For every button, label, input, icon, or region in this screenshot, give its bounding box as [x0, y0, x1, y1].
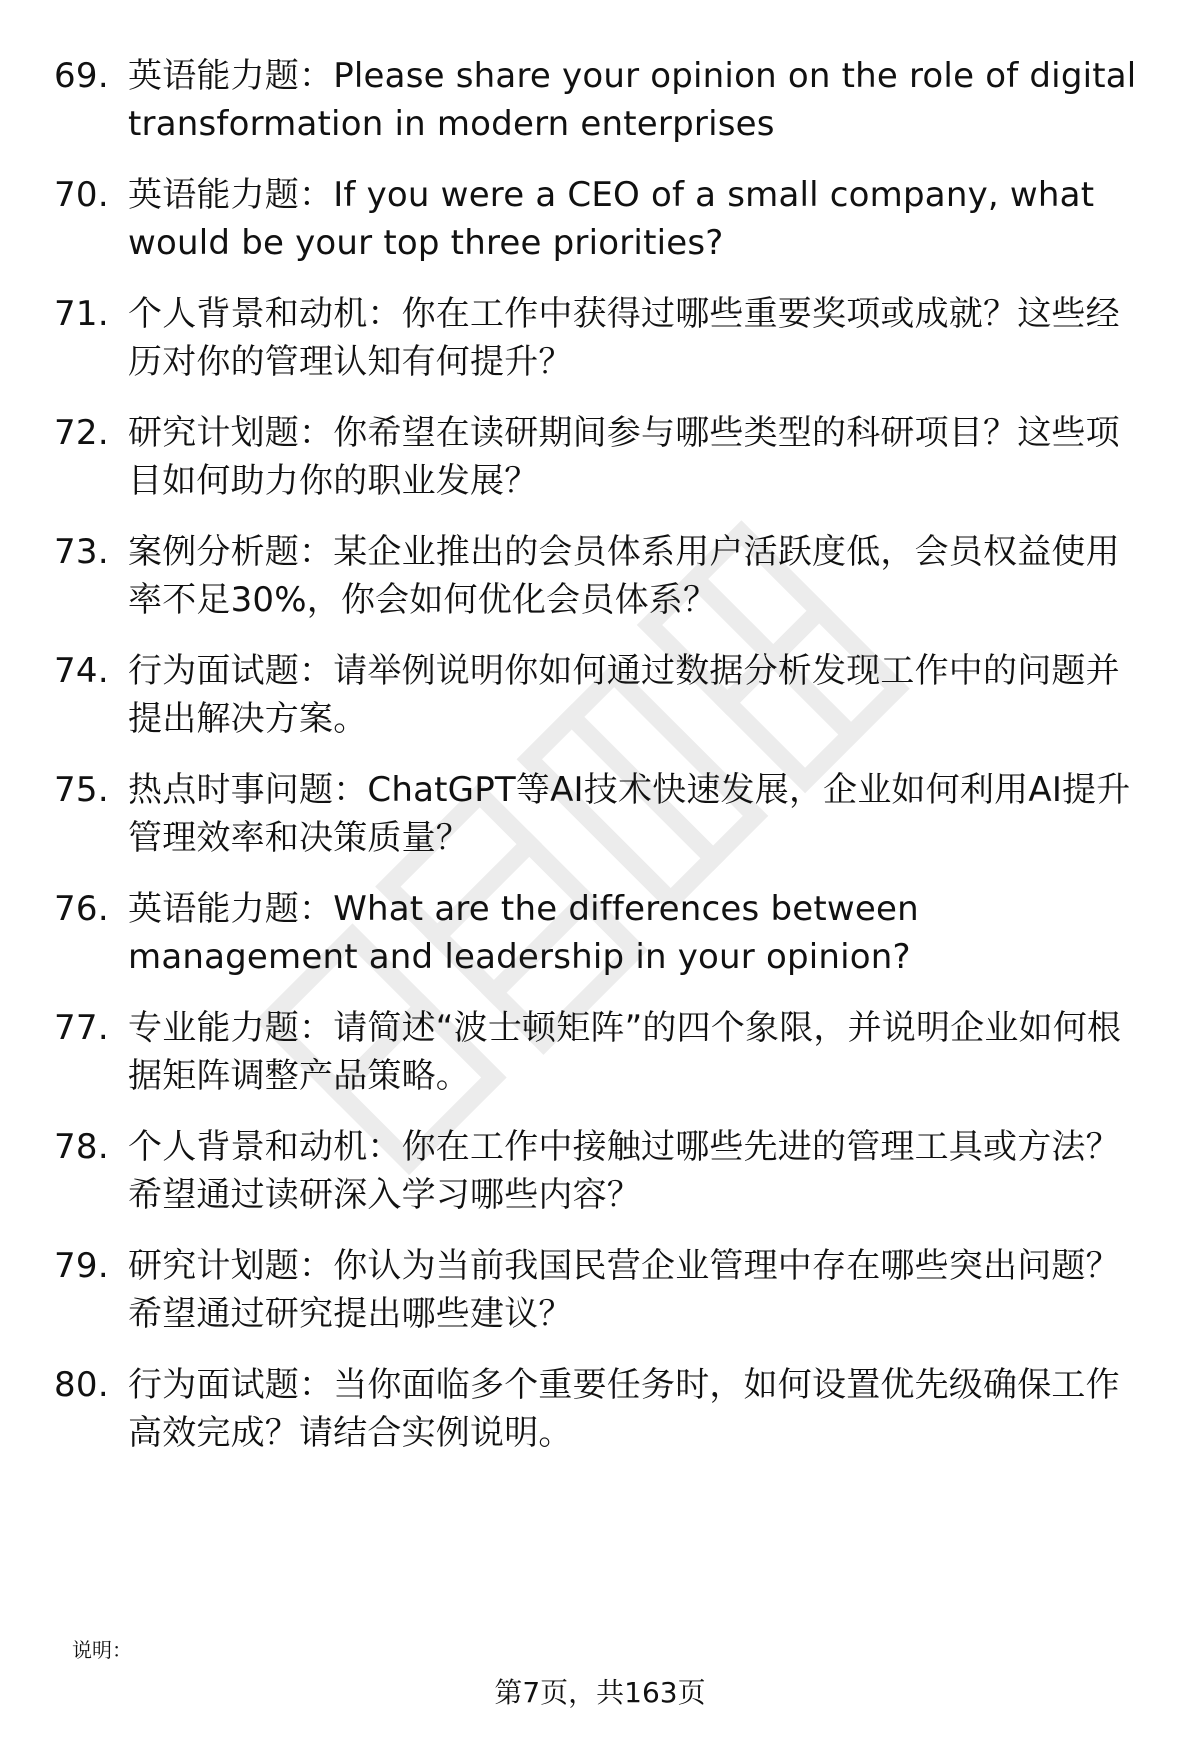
question-text: 英语能力题：If you were a CEO of a small company, what would be your top three priorities? [128, 175, 1095, 263]
question-text: 行为面试题：请举例说明你如何通过数据分析发现工作中的问题并提出解决方案。 [128, 651, 1120, 739]
question-number: 78. [54, 1127, 109, 1167]
question-text: 英语能力题：What are the differences between management and leadership in your opinion? [128, 889, 919, 977]
question-text: 研究计划题：你希望在读研期间参与哪些类型的科研项目？这些项目如何助力你的职业发展？ [128, 413, 1120, 501]
question-text: 专业能力题：请简述“波士顿矩阵”的四个象限，并说明企业如何根据矩阵调整产品策略。 [128, 1008, 1122, 1096]
question-number: 74. [54, 651, 109, 691]
question-text: 个人背景和动机：你在工作中获得过哪些重要奖项或成就？这些经历对你的管理认知有何提升？ [128, 294, 1120, 382]
question-text: 案例分析题：某企业推出的会员体系用户活跃度低，会员权益使用率不足30%，你会如何优化会员体系？ [128, 532, 1120, 620]
question-text: 个人背景和动机：你在工作中接触过哪些先进的管理工具或方法？希望通过读研深入学习哪些内容？ [128, 1127, 1120, 1215]
question-text: 研究计划题：你认为当前我国民营企业管理中存在哪些突出问题？希望通过研究提出哪些建议？ [128, 1246, 1120, 1334]
question-text: 热点时事问题：ChatGPT等AI技术快速发展，企业如何利用AI提升管理效率和决策质量？ [128, 770, 1131, 858]
question-number: 73. [54, 532, 109, 572]
question-number: 77. [54, 1008, 109, 1048]
question-number: 80. [54, 1365, 109, 1405]
question-number: 75. [54, 770, 109, 810]
question-number: 79. [54, 1246, 109, 1286]
question-number: 70. [54, 175, 109, 215]
question-number: 76. [54, 889, 109, 929]
page-number: 第7页，共163页 [494, 1676, 706, 1709]
question-number: 69. [54, 56, 109, 96]
question-number: 71. [54, 294, 109, 334]
question-text: 行为面试题：当你面临多个重要任务时，如何设置优先级确保工作高效完成？请结合实例说明。 [128, 1365, 1120, 1453]
question-number: 72. [54, 413, 109, 453]
note-label: 说明： [72, 1638, 132, 1662]
question-text: 英语能力题：Please share your opinion on the role of digital transformation in modern enterprises [128, 56, 1137, 144]
